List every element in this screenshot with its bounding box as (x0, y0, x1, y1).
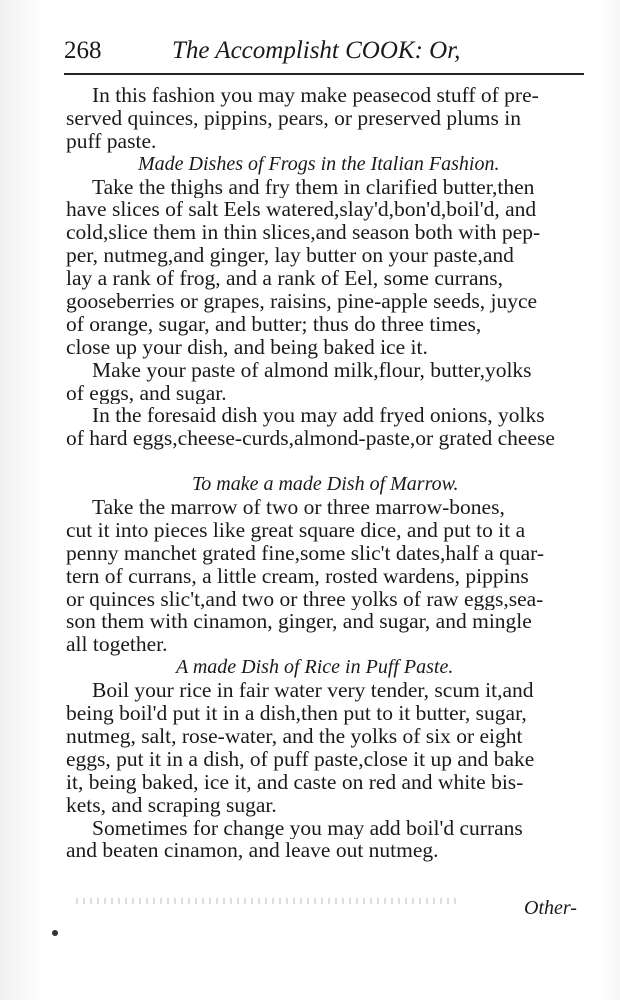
page-number: 268 (64, 37, 102, 64)
text-line: lay a rank of frog, and a rank of Eel, some currans, (66, 267, 503, 291)
catchword: Other- (524, 897, 577, 919)
ink-smudge (76, 898, 456, 904)
text-line: close up your dish, and being baked ice it. (66, 335, 428, 359)
text-line: of orange, sugar, and butter; thus do three times, (66, 312, 482, 336)
text-line: cold,slice them in thin slices,and season both with pep- (66, 221, 541, 245)
text-line: have slices of salt Eels watered,slay'd,bon'd,boil'd, and (66, 198, 537, 222)
text-line: and beaten cinamon, and leave out nutmeg. (66, 839, 439, 863)
text-line: puff paste. (66, 129, 157, 153)
text-line: it, being baked, ice it, and caste on red and white bis- (66, 770, 524, 794)
text-line: Take the thighs and fry them in clarified butter,then (92, 175, 535, 199)
text-line: In this fashion you may make peasecod stuff of pre- (92, 84, 539, 107)
page-body (66, 84, 586, 862)
text-line: tern of currans, a little cream, rosted wardens, pippins (66, 564, 529, 588)
text-line: nutmeg, salt, rose-water, and the yolks of six or eight (66, 724, 523, 748)
running-title: The Accomplisht COOK: Or, (172, 37, 461, 64)
section-heading: A made Dish of Rice in Puff Paste. (176, 656, 454, 679)
text-line: gooseberries or grapes, raisins, pine-apple seeds, juyce (66, 290, 538, 313)
text-line: being boil'd put it in a dish,then put to it butter, sugar, (66, 702, 527, 725)
ink-blot (52, 930, 58, 936)
text-line: all together. (66, 633, 168, 657)
text-line: Take the marrow of two or three marrow-bones, (92, 496, 505, 519)
text-line: son them with cinamon, ginger, and sugar, and mingle (66, 610, 532, 634)
text-line: Sometimes for change you may add boil'd currans (92, 816, 523, 840)
text-line: served quinces, pippins, pears, or preserved plums in (66, 106, 521, 130)
section-heading: To make a made Dish of Marrow. (192, 473, 459, 496)
text-line: per, nutmeg,and ginger, lay butter on your paste,and (66, 244, 514, 268)
text-line: or quinces slic't,and two or three yolks of raw eggs,sea- (66, 587, 544, 611)
text-line: of hard eggs,cheese-curds,almond-paste,or grated cheese (66, 427, 555, 451)
text-line: cut it into pieces like great square dice, and put to it a (66, 518, 526, 542)
text-line: In the foresaid dish you may add fryed onions, yolks (92, 404, 545, 428)
text-line: penny manchet grated fine,some slic't dates,half a quar- (66, 541, 545, 565)
text-line: of eggs, and sugar. (66, 381, 227, 405)
text-line: Boil your rice in fair water very tender, scum it,and (92, 679, 534, 703)
text-line: Make your paste of almond milk,flour, butter,yolks (92, 358, 532, 382)
section-heading: Made Dishes of Frogs in the Italian Fashion. (138, 152, 500, 175)
header-rule (64, 73, 584, 75)
text-line: kets, and scraping sugar. (66, 793, 277, 817)
text-line: eggs, put it in a dish, of puff paste,close it up and bake (66, 747, 535, 771)
blank-line (66, 450, 586, 473)
page-header (64, 36, 576, 66)
